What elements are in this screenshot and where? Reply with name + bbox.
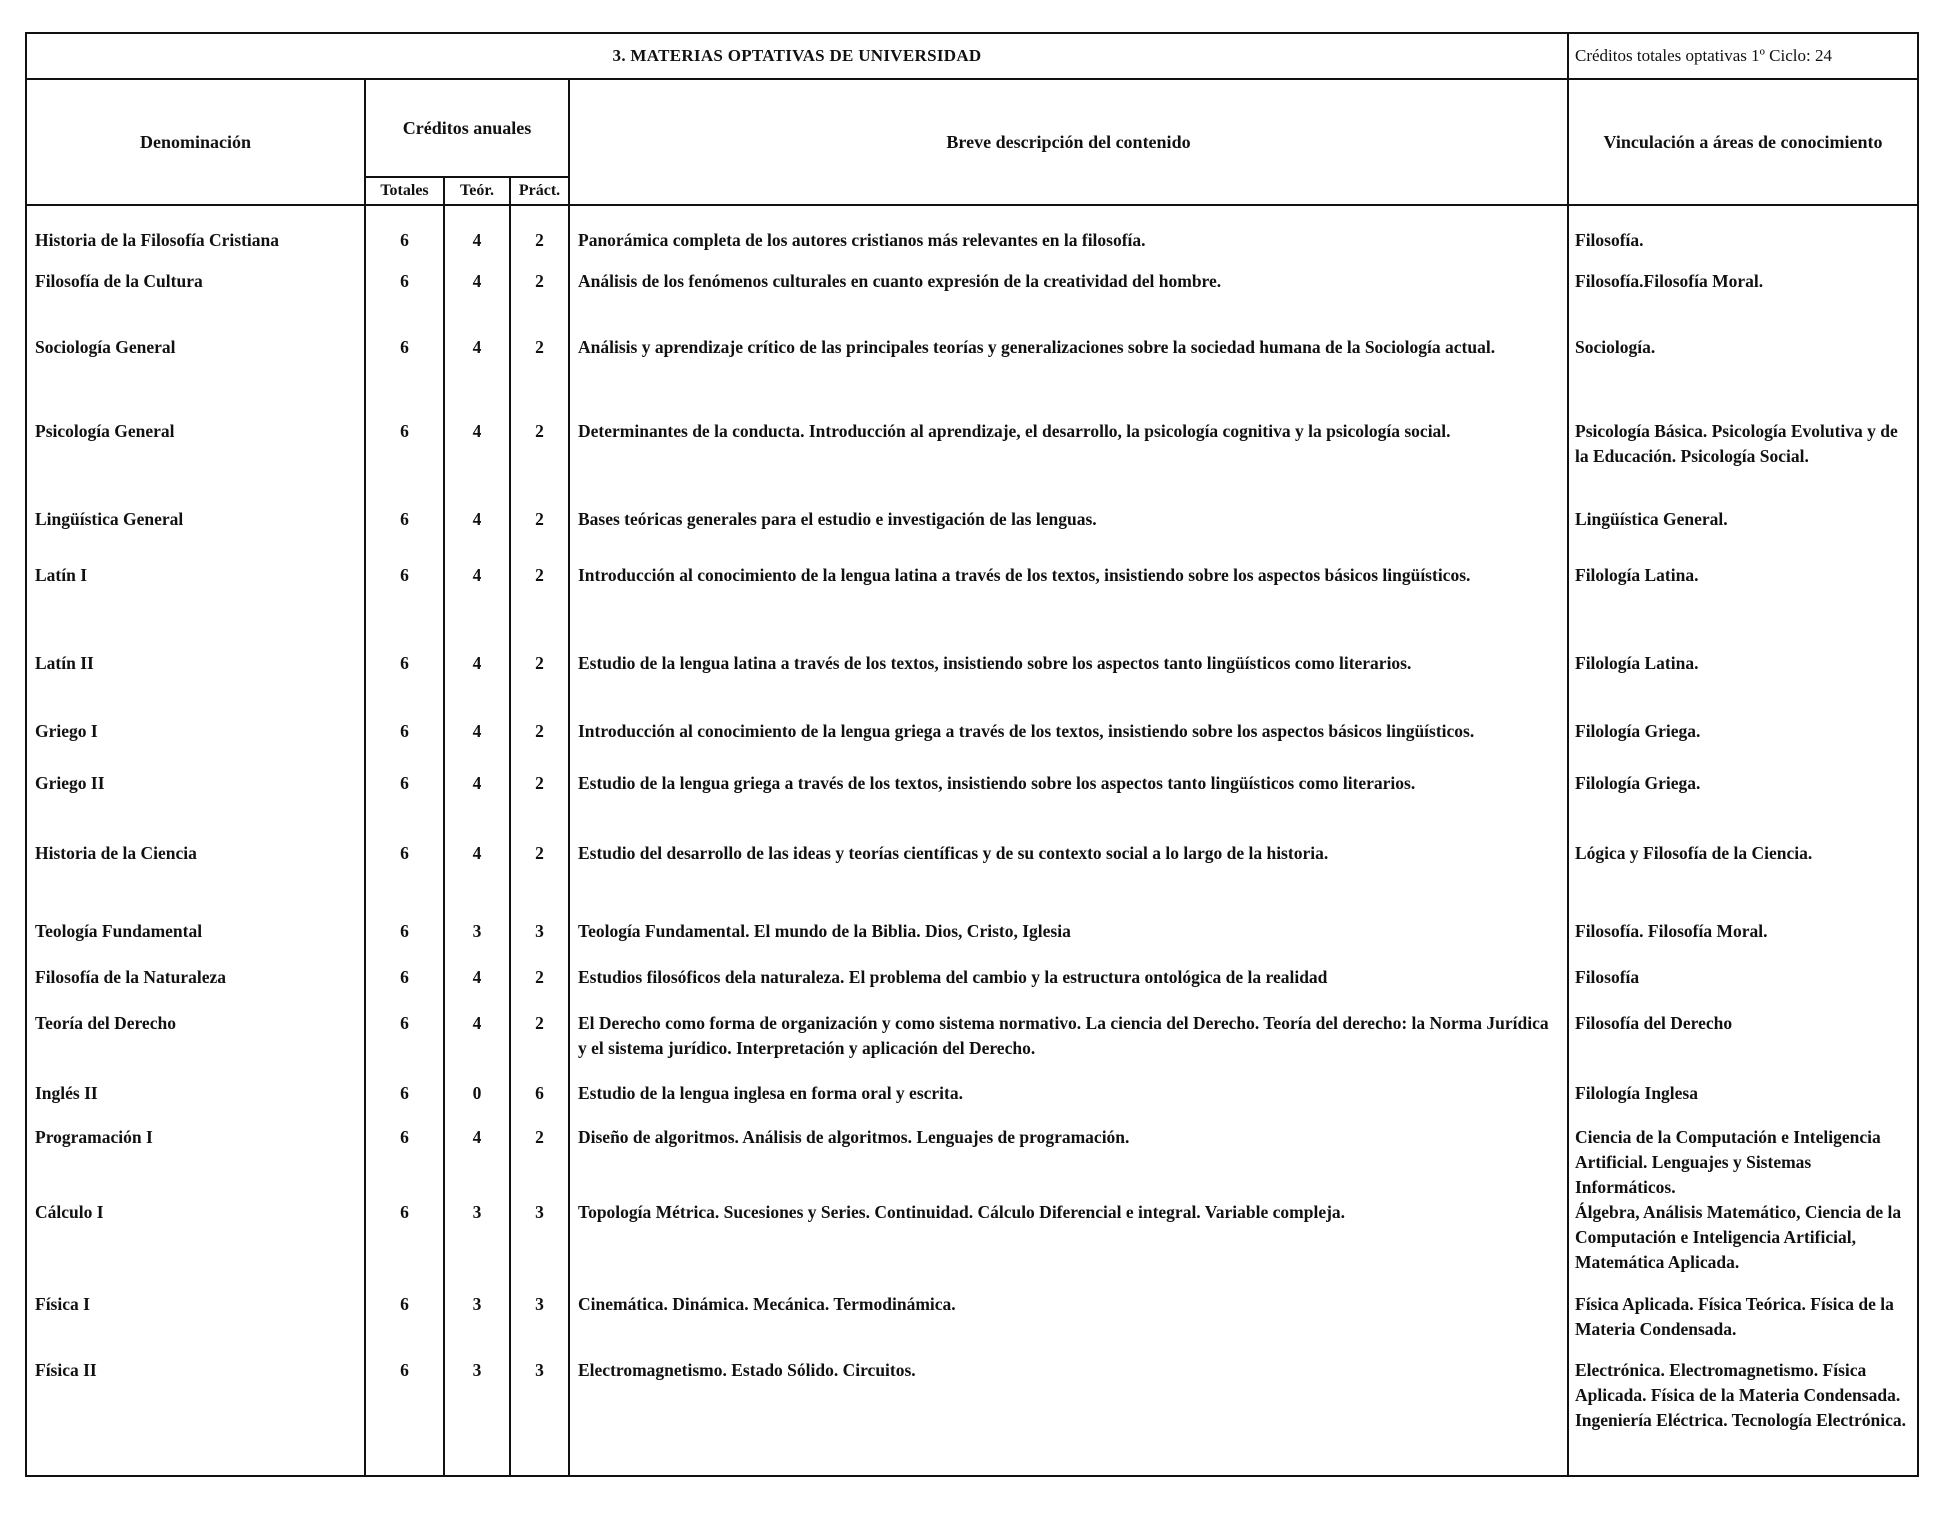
credits-teor: 3 [444, 1200, 510, 1292]
credits-pract: 6 [510, 1081, 569, 1125]
knowledge-area: Lingüística General. [1568, 507, 1918, 563]
document-page [25, 32, 1917, 1477]
header-denominacion: Denominación [26, 79, 365, 205]
table-row [26, 1125, 1918, 1200]
credits-totales: 6 [365, 1125, 444, 1200]
credits-totales: 6 [365, 651, 444, 719]
subject-description: Introducción al conocimiento de la lengua griega a través de los textos, insistiendo sobre los aspectos básicos lingüísticos. [569, 719, 1568, 771]
knowledge-area: Física Aplicada. Física Teórica. Física de la Materia Condensada. [1568, 1292, 1918, 1358]
knowledge-area: Lógica y Filosofía de la Ciencia. [1568, 841, 1918, 919]
credits-pract: 3 [510, 1292, 569, 1358]
subject-name: Teología Fundamental [26, 919, 365, 965]
table-row [26, 1358, 1918, 1476]
subject-description: Estudio de la lengua latina a través de los textos, insistiendo sobre los aspectos tanto lingüísticos como literarios. [569, 651, 1568, 719]
credits-pract: 2 [510, 269, 569, 335]
table-row [26, 1011, 1918, 1081]
credits-teor: 0 [444, 1081, 510, 1125]
subject-description: Diseño de algoritmos. Análisis de algoritmos. Lenguajes de programación. [569, 1125, 1568, 1200]
credits-pract: 2 [510, 419, 569, 507]
credits-pract: 2 [510, 563, 569, 651]
subject-description: Determinantes de la conducta. Introducción al aprendizaje, el desarrollo, la psicología cognitiva y la psicología social. [569, 419, 1568, 507]
optativas-table [25, 32, 1919, 1477]
credits-pract: 2 [510, 335, 569, 419]
knowledge-area: Filosofía del Derecho [1568, 1011, 1918, 1081]
credits-totales: 6 [365, 419, 444, 507]
knowledge-area: Filología Latina. [1568, 563, 1918, 651]
credits-pract: 3 [510, 919, 569, 965]
credits-pract: 3 [510, 1200, 569, 1292]
subject-name: Inglés II [26, 1081, 365, 1125]
knowledge-area: Ciencia de la Computación e Inteligencia Artificial. Lenguajes y Sistemas Informáticos. [1568, 1125, 1918, 1200]
credits-totales: 6 [365, 1200, 444, 1292]
credits-totales: 6 [365, 335, 444, 419]
credits-teor: 4 [444, 771, 510, 841]
table-body [26, 205, 1918, 1476]
subject-name: Historia de la Ciencia [26, 841, 365, 919]
subject-name: Física I [26, 1292, 365, 1358]
subject-name: Psicología General [26, 419, 365, 507]
table-row [26, 563, 1918, 651]
credits-pract: 2 [510, 771, 569, 841]
credits-pract: 2 [510, 507, 569, 563]
table-row [26, 651, 1918, 719]
knowledge-area: Electrónica. Electromagnetismo. Física Aplicada. Física de la Materia Condensada. Ingeniería Eléctrica. Tecnología Electrónica. [1568, 1358, 1918, 1476]
title-row [26, 33, 1918, 79]
credits-teor: 4 [444, 335, 510, 419]
knowledge-area: Filosofía [1568, 965, 1918, 1011]
credits-teor: 4 [444, 269, 510, 335]
header-descripcion: Breve descripción del contenido [569, 79, 1568, 205]
credits-pract: 2 [510, 651, 569, 719]
subject-description: Teología Fundamental. El mundo de la Biblia. Dios, Cristo, Iglesia [569, 919, 1568, 965]
credits-teor: 4 [444, 651, 510, 719]
credits-totales: 6 [365, 1358, 444, 1476]
credits-teor: 4 [444, 719, 510, 771]
credits-totales: 6 [365, 507, 444, 563]
total-credits-label: Créditos totales optativas 1º Ciclo: [1575, 46, 1811, 65]
credits-totales: 6 [365, 771, 444, 841]
table-row [26, 205, 1918, 269]
header-pract: Práct. [510, 177, 569, 205]
credits-totales: 6 [365, 1292, 444, 1358]
credits-totales: 6 [365, 919, 444, 965]
subject-description: Estudio de la lengua griega a través de los textos, insistiendo sobre los aspectos tanto lingüísticos como literarios. [569, 771, 1568, 841]
credits-teor: 4 [444, 1011, 510, 1081]
subject-description: Topología Métrica. Sucesiones y Series. Continuidad. Cálculo Diferencial e integral. Variable compleja. [569, 1200, 1568, 1292]
knowledge-area: Sociología. [1568, 335, 1918, 419]
subject-description: Análisis de los fenómenos culturales en cuanto expresión de la creatividad del hombre. [569, 269, 1568, 335]
header-totales: Totales [365, 177, 444, 205]
credits-teor: 4 [444, 841, 510, 919]
credits-teor: 3 [444, 1358, 510, 1476]
credits-teor: 4 [444, 507, 510, 563]
knowledge-area: Filosofía.Filosofía Moral. [1568, 269, 1918, 335]
credits-totales: 6 [365, 205, 444, 269]
table-row [26, 1200, 1918, 1292]
credits-totales: 6 [365, 269, 444, 335]
subject-name: Teoría del Derecho [26, 1011, 365, 1081]
subject-name: Cálculo I [26, 1200, 365, 1292]
subject-description: Estudios filosóficos dela naturaleza. El problema del cambio y la estructura ontológica de la realidad [569, 965, 1568, 1011]
subject-description: Cinemática. Dinámica. Mecánica. Termodinámica. [569, 1292, 1568, 1358]
subject-description: Introducción al conocimiento de la lengua latina a través de los textos, insistiendo sobre los aspectos básicos lingüísticos. [569, 563, 1568, 651]
subject-name: Latín II [26, 651, 365, 719]
header-vinculacion: Vinculación a áreas de conocimiento [1568, 79, 1918, 205]
table-row [26, 1081, 1918, 1125]
credits-totales: 6 [365, 719, 444, 771]
table-row [26, 507, 1918, 563]
subject-name: Griego II [26, 771, 365, 841]
subject-name: Historia de la Filosofía Cristiana [26, 205, 365, 269]
credits-totales: 6 [365, 1081, 444, 1125]
knowledge-area: Álgebra, Análisis Matemático, Ciencia de la Computación e Inteligencia Artificial, Matemática Aplicada. [1568, 1200, 1918, 1292]
credits-teor: 4 [444, 965, 510, 1011]
knowledge-area: Filología Inglesa [1568, 1081, 1918, 1125]
credits-totales: 6 [365, 563, 444, 651]
header-row [26, 79, 1918, 177]
table-row [26, 419, 1918, 507]
subject-description: El Derecho como forma de organización y como sistema normativo. La ciencia del Derecho. Teoría del derecho: la Norma Jurídica y el sistema jurídico. Interpretación y aplicación del Derecho. [569, 1011, 1568, 1081]
knowledge-area: Psicología Básica. Psicología Evolutiva y de la Educación. Psicología Social. [1568, 419, 1918, 507]
credits-teor: 4 [444, 563, 510, 651]
credits-teor: 4 [444, 205, 510, 269]
credits-totales: 6 [365, 1011, 444, 1081]
credits-pract: 2 [510, 719, 569, 771]
table-row [26, 771, 1918, 841]
table-title: 3. MATERIAS OPTATIVAS DE UNIVERSIDAD [26, 33, 1568, 79]
credits-pract: 2 [510, 841, 569, 919]
total-credits-value: 24 [1814, 46, 1832, 65]
subject-description: Estudio del desarrollo de las ideas y teorías científicas y de su contexto social a lo largo de la historia. [569, 841, 1568, 919]
credits-teor: 4 [444, 419, 510, 507]
knowledge-area: Filosofía. Filosofía Moral. [1568, 919, 1918, 965]
credits-totales: 6 [365, 965, 444, 1011]
subject-description: Bases teóricas generales para el estudio e investigación de las lenguas. [569, 507, 1568, 563]
subject-name: Griego I [26, 719, 365, 771]
table-row [26, 719, 1918, 771]
subject-name: Filosofía de la Naturaleza [26, 965, 365, 1011]
table-row [26, 919, 1918, 965]
credits-teor: 3 [444, 919, 510, 965]
table-row [26, 841, 1918, 919]
knowledge-area: Filología Latina. [1568, 651, 1918, 719]
credits-pract: 3 [510, 1358, 569, 1476]
header-teor: Teór. [444, 177, 510, 205]
subject-name: Programación I [26, 1125, 365, 1200]
subject-description: Estudio de la lengua inglesa en forma oral y escrita. [569, 1081, 1568, 1125]
subject-name: Física II [26, 1358, 365, 1476]
subject-description: Análisis y aprendizaje crítico de las principales teorías y generalizaciones sobre la sociedad humana de la Sociología actual. [569, 335, 1568, 419]
subject-description: Panorámica completa de los autores cristianos más relevantes en la filosofía. [569, 205, 1568, 269]
credits-pract: 2 [510, 965, 569, 1011]
table-row [26, 335, 1918, 419]
knowledge-area: Filología Griega. [1568, 719, 1918, 771]
knowledge-area: Filología Griega. [1568, 771, 1918, 841]
credits-totales: 6 [365, 841, 444, 919]
credits-teor: 3 [444, 1292, 510, 1358]
subject-name: Filosofía de la Cultura [26, 269, 365, 335]
total-credits [1568, 33, 1918, 79]
table-row [26, 269, 1918, 335]
subject-name: Sociología General [26, 335, 365, 419]
subject-name: Latín I [26, 563, 365, 651]
subject-description: Electromagnetismo. Estado Sólido. Circuitos. [569, 1358, 1568, 1476]
credits-pract: 2 [510, 1125, 569, 1200]
credits-teor: 4 [444, 1125, 510, 1200]
table-row [26, 965, 1918, 1011]
knowledge-area: Filosofía. [1568, 205, 1918, 269]
credits-pract: 2 [510, 1011, 569, 1081]
subject-name: Lingüística General [26, 507, 365, 563]
table-row [26, 1292, 1918, 1358]
credits-pract: 2 [510, 205, 569, 269]
header-creditos: Créditos anuales [365, 79, 569, 177]
